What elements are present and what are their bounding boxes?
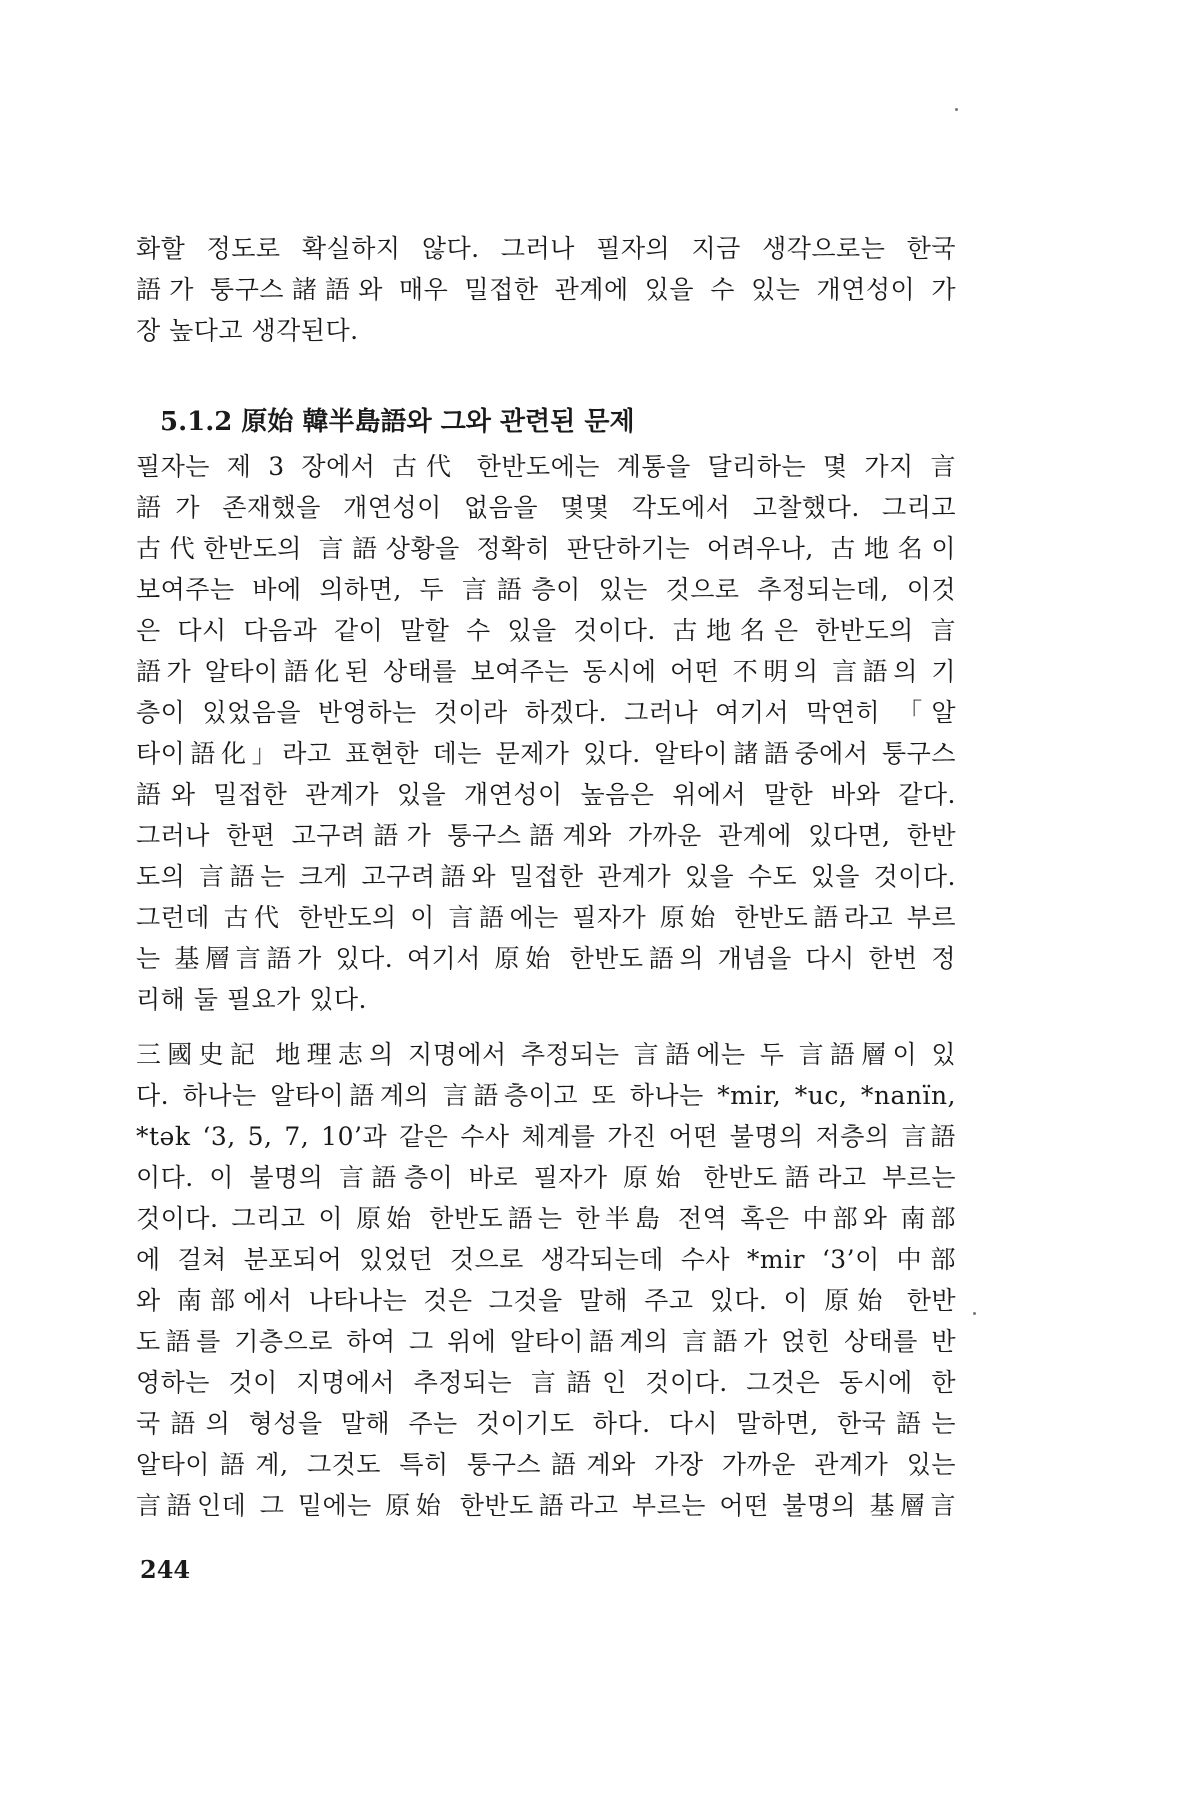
text-line: 필자는 제 3 장에서 古代 한반도에는 계통을 달리하는 몇 가지 言: [136, 452, 956, 481]
text-line: 은 다시 다음과 같이 말할 수 있을 것이다. 古地名은 한반도의 言: [136, 616, 956, 645]
text-line: 알타이語계, 그것도 특히 퉁구스語계와 가장 가까운 관계가 있는: [136, 1450, 956, 1479]
paragraph-1: [136, 446, 956, 1020]
text-line: 言語인데 그 밑에는 原始 한반도語라고 부르는 어떤 불명의 基層言: [136, 1491, 956, 1520]
intro-paragraph: [136, 228, 956, 351]
text-line: 도의 言語는 크게 고구려語와 밀접한 관계가 있을 수도 있을 것이다.: [136, 862, 956, 891]
text-line: 그런데 古代 한반도의 이 言語에는 필자가 原始 한반도語라고 부르: [136, 903, 956, 932]
text-line: 語와 밀접한 관계가 있을 개연성이 높음은 위에서 말한 바와 같다.: [136, 780, 956, 809]
scan-speck: [973, 1312, 976, 1315]
text-line: 화할 정도로 확실하지 않다. 그러나 필자의 지금 생각으로는 한국: [136, 234, 956, 263]
text-line: 古代한반도의 言語상황을 정확히 판단하기는 어려우나, 古地名이: [136, 534, 956, 563]
text-line: 리해 둘 필요가 있다.: [136, 985, 367, 1014]
text-line: 語가 퉁구스諸語와 매우 밀접한 관계에 있을 수 있는 개연성이 가: [136, 275, 956, 304]
text-line: 語가 존재했을 개연성이 없음을 몇몇 각도에서 고찰했다. 그리고: [136, 493, 956, 522]
section-heading: 5.1.2 原始 韓半島語와 그와 관련된 문제: [160, 407, 635, 437]
text-line: 층이 있었음을 반영하는 것이라 하겠다. 그러나 여기서 막연히 「알: [136, 698, 956, 727]
text-line: *tək ‘3, 5, 7, 10’과 같은 수사 체계를 가진 어떤 불명의 저층의 言語: [136, 1122, 956, 1151]
text-line: 영하는 것이 지명에서 추정되는 言語인 것이다. 그것은 동시에 한: [136, 1368, 956, 1397]
text-line: 와 南部에서 나타나는 것은 그것을 말해 주고 있다. 이 原始 한반: [136, 1286, 956, 1315]
text-line: 다. 하나는 알타이語계의 言語층이고 또 하나는 *mir, *uc, *nanïn,: [136, 1081, 956, 1110]
text-line: 타이語化」라고 표현한 데는 문제가 있다. 알타이諸語중에서 퉁구스: [136, 739, 956, 768]
scan-speck: [955, 108, 958, 111]
text-line: 는 基層言語가 있다. 여기서 原始 한반도語의 개념을 다시 한번 정: [136, 944, 956, 973]
text-line: 三國史記 地理志의 지명에서 추정되는 言語에는 두 言語層이 있: [136, 1040, 956, 1069]
text-line: 도語를 기층으로 하여 그 위에 알타이語계의 言語가 얹힌 상태를 반: [136, 1327, 956, 1356]
text-line: 에 걸쳐 분포되어 있었던 것으로 생각되는데 수사 *mir ‘3’이 中部: [136, 1245, 956, 1274]
text-line: 이다. 이 불명의 言語층이 바로 필자가 原始 한반도語라고 부르는: [136, 1163, 956, 1192]
text-line: 장 높다고 생각된다.: [136, 316, 359, 345]
paragraph-2: [136, 1034, 956, 1526]
text-line: 보여주는 바에 의하면, 두 言語층이 있는 것으로 추정되는데, 이것: [136, 575, 956, 604]
text-line: 것이다. 그리고 이 原始 한반도語는 한半島 전역 혹은 中部와 南部: [136, 1204, 956, 1233]
text-line: 국語의 형성을 말해 주는 것이기도 하다. 다시 말하면, 한국語는: [136, 1409, 956, 1438]
page-number: 244: [140, 1555, 191, 1584]
text-line: 그러나 한편 고구려語가 퉁구스語계와 가까운 관계에 있다면, 한반: [136, 821, 956, 850]
text-line: 語가 알타이語化된 상태를 보여주는 동시에 어떤 不明의 言語의 기: [136, 657, 956, 686]
